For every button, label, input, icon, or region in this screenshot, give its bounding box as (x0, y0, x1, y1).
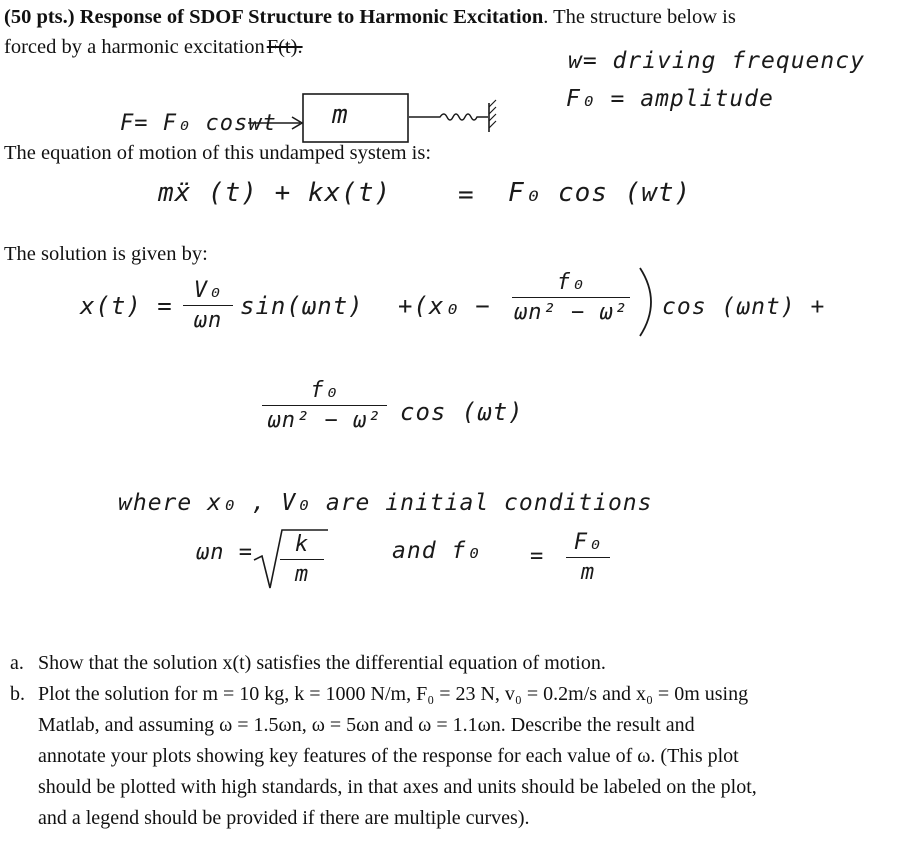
fraction-k-over-m (280, 532, 324, 587)
question-b-line: should be plotted with high standards, in that axes and units should be labeled on the plot, (38, 776, 757, 798)
fraction-f0-over-wn2-w2 (512, 270, 630, 325)
solution-intro: The solution is given by: (4, 243, 208, 265)
frac2-denominator: ωn² − ω² (514, 300, 628, 325)
fraction-F0-over-m (566, 530, 610, 585)
question-b-line: and a legend should be provided if there are multiple curves). (38, 807, 530, 829)
f0-numerator: F₀ (573, 530, 603, 555)
sqrt-bar (280, 559, 324, 560)
question-a (10, 648, 900, 680)
f0-equals: = (530, 544, 545, 569)
frac3-bar (262, 405, 387, 406)
solution-cos-wn-term: cos (ωnt) + (662, 294, 826, 320)
frac1-bar (183, 305, 233, 306)
frac1-denominator: ωn (193, 308, 223, 333)
intro-rest: . The structure below is (543, 6, 736, 28)
note-amplitude: F₀ = amplitude (566, 86, 774, 112)
solution-plus-paren: +(x₀ − (398, 292, 491, 320)
eom-lhs: mẍ (t) + kx(t) (158, 178, 392, 208)
sqrt-denominator: m (294, 562, 310, 587)
struck-forcing-label: F(t). (266, 36, 303, 58)
frac1-numerator: V₀ (193, 278, 223, 303)
frac3-denominator: ωn² − ω² (267, 408, 382, 433)
question-b-line: Matlab, and assuming ω = 1.5ωn, ω = 5ωn and ω = 1.1ωn. Describe the result and (38, 714, 695, 736)
question-b-line: Plot the solution for m = 10 kg, k = 1000 N/m, F₀ = 23 N, v₀ = 0.2m/s and x₀ = 0m using (38, 683, 749, 705)
wn-label: ωn = (196, 540, 253, 565)
solution-x-of-t: x(t) = (80, 292, 173, 320)
wall-hatch (489, 100, 496, 128)
structure-diagram (0, 0, 912, 160)
f0-bar (566, 557, 610, 558)
points-label: (50 pts.) (4, 6, 75, 28)
solution-sin-term: sin(ωnt) (240, 292, 364, 320)
fraction-f0-over-wn2-w2-second (262, 378, 387, 433)
question-b-line: annotate your plots showing key features of the response for each value of ω. (This plot (38, 745, 739, 767)
fraction-v0-over-wn (183, 278, 233, 333)
equation-intro: The equation of motion of this undamped system is: (4, 142, 432, 164)
eom-rhs: F₀ cos (wt) (508, 178, 692, 208)
and-f0-label: and f₀ (392, 538, 482, 564)
spring (409, 114, 488, 120)
question-b (10, 679, 900, 839)
conditions-line: where x₀ , V₀ are initial conditions (118, 490, 653, 516)
question-a-marker: a. (10, 652, 24, 674)
sqrt-numerator: k (294, 532, 310, 557)
problem-title: Response of SDOF Structure to Harmonic Excitation (79, 6, 544, 28)
intro-line2: forced by a harmonic excitation (4, 36, 265, 58)
note-driving-frequency: w= driving frequency (568, 48, 865, 74)
frac2-bar (512, 297, 630, 298)
eom-equals: = (458, 180, 475, 210)
mass-label: m (332, 100, 349, 130)
question-a-text: Show that the solution x(t) satisfies the differential equation of motion. (38, 652, 606, 674)
force-label: F= F₀ coswt (120, 111, 277, 136)
frac2-numerator: f₀ (556, 270, 586, 295)
question-b-marker: b. (10, 683, 25, 705)
solution-cos-w-term: cos (ωt) (400, 398, 524, 426)
f0-denominator: m (580, 560, 596, 585)
mass-box (303, 94, 408, 142)
frac3-numerator: f₀ (310, 378, 339, 403)
question-b-body (38, 679, 898, 834)
